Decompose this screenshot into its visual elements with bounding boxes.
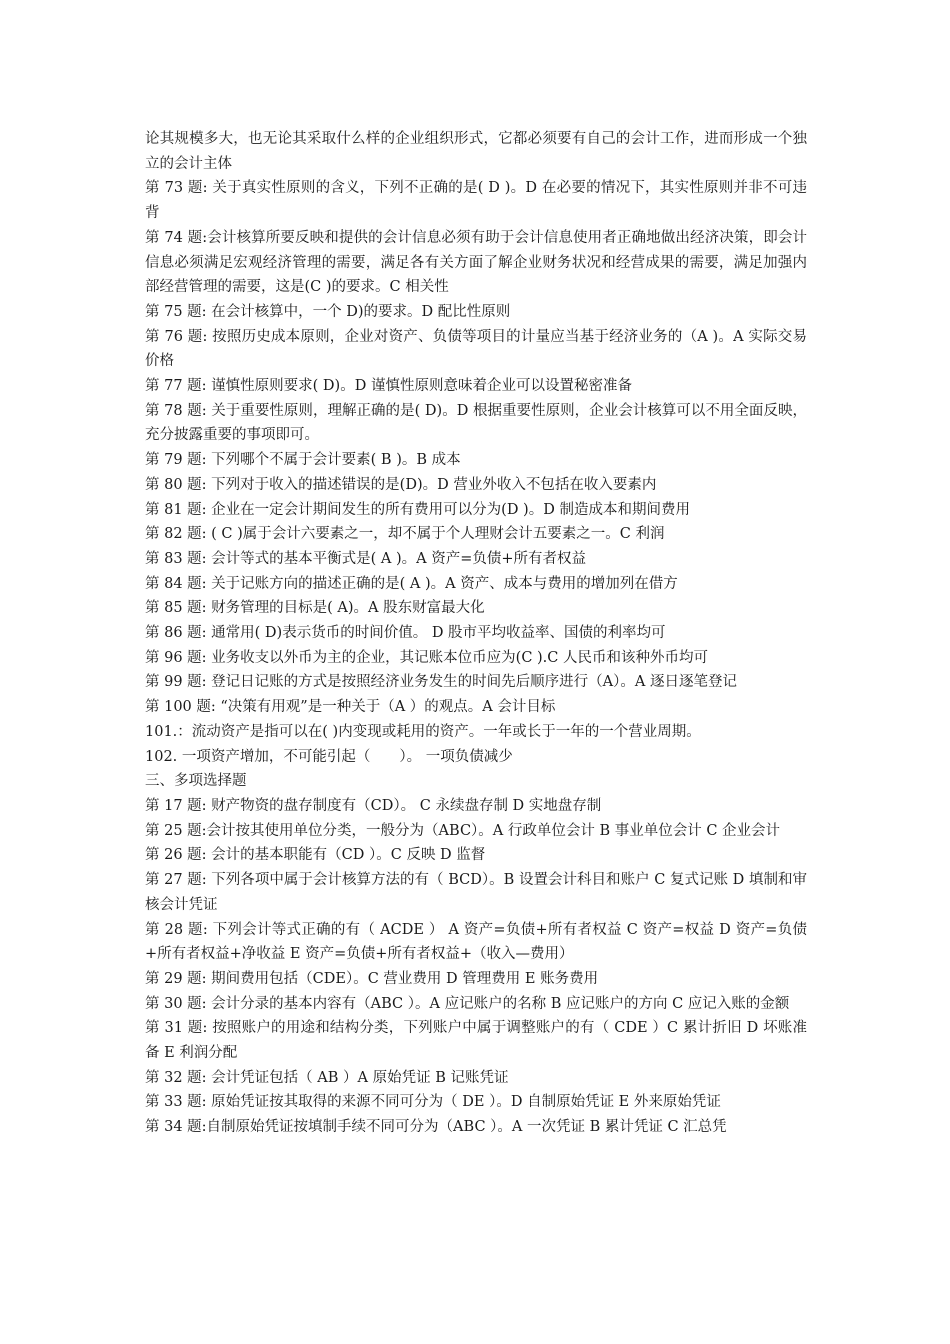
document-body [145, 127, 807, 1140]
paragraph: 第 80 题: 下列对于收入的描述错误的是(D)。D 营业外收入不包括在收入要素内 [145, 476, 657, 493]
paragraph: 第 99 题: 登记日记账的方式是按照经济业务发生的时间先后顺序进行（A）。A 逐日逐笔登记 [145, 674, 737, 691]
paragraph: 第 25 题:会计按其使用单位分类，一般分为（ABC）。A 行政单位会计 B 事业单位会计 C 企业会计 [145, 822, 781, 839]
paragraph: 论其规模多大，也无论其采取什么样的企业组织形式，它都必须要有自己的会计工作，进而形成一个独立的会计主体 [145, 131, 807, 172]
paragraph: 第 27 题: 下列各项中属于会计核算方法的有（ BCD）。B 设置会计科目和账户 C 复式记账 D 填制和审核会计凭证 [145, 872, 807, 913]
paragraph: 102. 一项资产增加，不可能引起（ ）。 一项负债减少 [145, 748, 513, 765]
paragraph: 第 26 题: 会计的基本职能有（CD ）。C 反映 D 监督 [145, 847, 486, 864]
paragraph: 第 77 题: 谨慎性原则要求( D)。D 谨慎性原则意味着企业可以设置秘密准备 [145, 378, 632, 395]
paragraph: 第 86 题: 通常用( D)表示货币的时间价值。 D 股市平均收益率、国债的利率均可 [145, 625, 666, 642]
paragraph: 第 75 题: 在会计核算中，一个 D)的要求。D 配比性原则 [145, 303, 511, 320]
paragraph: 第 79 题: 下列哪个不属于会计要素( B )。B 成本 [145, 452, 461, 469]
paragraph: 第 96 题: 业务收支以外币为主的企业，其记账本位币应为(C ).C 人民币和该种外币均可 [145, 649, 708, 666]
paragraph: 101.：流动资产是指可以在( )内变现或耗用的资产。一年或长于一年的一个营业周期。 [145, 723, 701, 740]
paragraph: 第 33 题: 原始凭证按其取得的来源不同可分为（ DE ）。D 自制原始凭证 E 外来原始凭证 [145, 1094, 721, 1111]
paragraph: 第 78 题: 关于重要性原则，理解正确的是( D)。D 根据重要性原则，企业会计核算可以不用全面反映，充分披露重要的事项即可。 [145, 402, 807, 444]
paragraph: 第 17 题: 财产物资的盘存制度有（CD）。 C 永续盘存制 D 实地盘存制 [145, 797, 602, 814]
paragraph: 第 81 题: 企业在一定会计期间发生的所有费用可以分为(D )。D 制造成本和期间费用 [145, 501, 690, 518]
paragraph: 第 100 题: “决策有用观”是一种关于（A ）的观点。A 会计目标 [145, 699, 556, 716]
paragraph: 第 28 题: 下列会计等式正确的有（ ACDE ） A 资产=负债+所有者权益 C 资产=权益 D 资产=负债+所有者权益+净收益 E 资产=负债+所有者权益+（收入—费用） [145, 921, 807, 963]
paragraph: 第 34 题:自制原始凭证按填制手续不同可分为（ABC ）。A 一次凭证 B 累计凭证 C 汇总凭 [145, 1119, 727, 1136]
paragraph: 第 84 题: 关于记账方向的描述正确的是( A )。A 资产、成本与费用的增加列在借方 [145, 575, 678, 592]
paragraph: 第 74 题:会计核算所要反映和提供的会计信息必须有助于会计信息使用者正确地做出经济决策，即会计信息必须满足宏观经济管理的需要，满足各有关方面了解企业财务状况和经营成果的需要，满足加强内部经营管理的需要，这是(C )的要求。C 相关性 [145, 229, 807, 296]
paragraph: 第 83 题: 会计等式的基本平衡式是( A )。A 资产=负债+所有者权益 [145, 550, 587, 567]
paragraph: 第 73 题: 关于真实性原则的含义，下列不正确的是( D )。D 在必要的情况下，其实性原则并非不可违背 [145, 180, 807, 222]
section-heading: 三、多项选择题 [145, 773, 247, 790]
paragraph: 第 32 题: 会计凭证包括（ AB ）A 原始凭证 B 记账凭证 [145, 1069, 509, 1086]
paragraph: 第 31 题: 按照账户的用途和结构分类，下列账户中属于调整账户的有（ CDE ）C 累计折旧 D 坏账准备 E 利润分配 [145, 1020, 807, 1062]
paragraph: 第 30 题: 会计分录的基本内容有（ABC ）。A 应记账户的名称 B 应记账户的方向 C 应记入账的金额 [145, 995, 790, 1012]
paragraph: 第 85 题: 财务管理的目标是( A)。A 股东财富最大化 [145, 600, 485, 617]
paragraph: 第 82 题: ( C )属于会计六要素之一，却不属于个人理财会计五要素之一。C 利润 [145, 526, 665, 543]
paragraph: 第 76 题: 按照历史成本原则，企业对资产、负债等项目的计量应当基于经济业务的（A )。A 实际交易价格 [145, 328, 807, 370]
paragraph: 第 29 题: 期间费用包括（CDE）。C 营业费用 D 管理费用 E 账务费用 [145, 970, 599, 987]
